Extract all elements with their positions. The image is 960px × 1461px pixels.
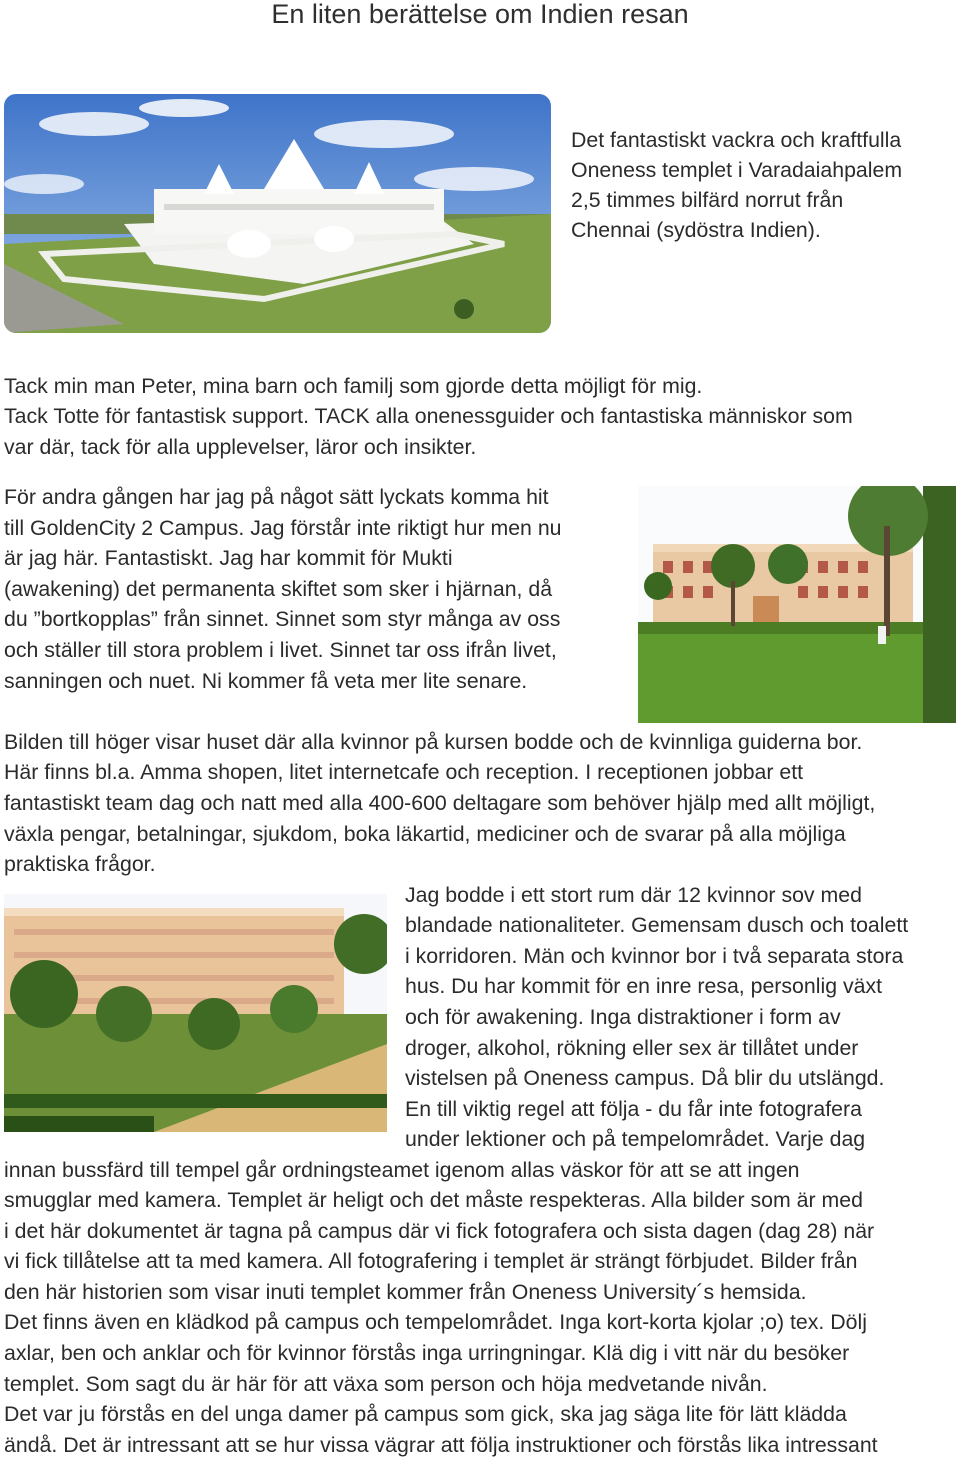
rules-line-1: innan bussfärd till tempel går ordningsteamet igenom allas väskor för att se att ingen — [4, 1158, 800, 1182]
rules-line-5: den här historien som visar inuti templet kommer från Oneness University´s hemsida. — [4, 1280, 807, 1304]
rules-line-10: ändå. Det är intressant att se hur vissa vägrar att följa instruktioner och förstås lika intressant — [4, 1433, 878, 1457]
rules-line-4: vi fick tillåtelse att ta med kamera. All fotografering i templet är strängt förbjudet. Bilder från — [4, 1249, 858, 1273]
rules-line-2: smugglar med kamera. Templet är heligt och det måste respekteras. Alla bilder som är med — [4, 1188, 863, 1212]
rules-line-8: templet. Som sagt du är här för att växa som person och höja medvetande nivån. — [4, 1372, 768, 1396]
thanks-line-2: Tack Totte för fantastisk support. TACK alla onenessguider och fantastiska människor som — [4, 404, 853, 428]
house-line-1: Bilden till höger visar huset där alla kvinnor på kursen bodde och de kvinnliga guiderna bor. — [4, 730, 863, 754]
temple-caption-line-2: Oneness templet i Varadaiahpalem — [571, 158, 903, 182]
room-line-5: och för awakening. Inga distraktioner i form av — [405, 1005, 841, 1029]
goldencity-line-4: (awakening) det permanenta skiftet som sker i hjärnan, då — [4, 577, 553, 601]
thanks-line-1: Tack min man Peter, mina barn och familj som gjorde detta möjligt för mig. — [4, 374, 703, 398]
goldencity-line-3: är jag här. Fantastiskt. Jag har kommit för Mukti — [4, 546, 453, 570]
room-line-6: droger, alkohol, rökning eller sex är tillåtet under — [405, 1036, 859, 1060]
room-line-4: hus. Du har kommit för en inre resa, personlig växt — [405, 974, 883, 998]
dormitory-photo — [4, 894, 387, 1132]
room-line-7: vistelsen på Oneness campus. Då blir du utslängd. — [405, 1066, 885, 1090]
house-line-3: fantastiskt team dag och natt med alla 400-600 deltagare som behöver hjälp med allt möjligt, — [4, 791, 876, 815]
room-line-8: En till viktig regel att följa - du får inte fotografera — [405, 1097, 862, 1121]
goldencity-line-1: För andra gången har jag på något sätt lyckats komma hit — [4, 485, 549, 509]
goldencity-line-6: och ställer till stora problem i livet. Sinnet tar oss ifrån livet, — [4, 638, 557, 662]
temple-photo — [4, 94, 551, 333]
goldencity-line-5: du ”bortkopplas” från sinnet. Sinnet som styr många av oss — [4, 607, 561, 631]
rules-line-9: Det var ju förstås en del unga damer på campus som gick, ska jag säga lite för lätt klädda — [4, 1402, 847, 1426]
house-line-4: växla pengar, betalningar, sjukdom, boka läkartid, mediciner och de svarar på alla möjliga — [4, 822, 846, 846]
rules-line-7: axlar, ben och anklar och för kvinnor förstås inga urringningar. Klä dig i vitt när du besöker — [4, 1341, 850, 1365]
room-line-1: Jag bodde i ett stort rum där 12 kvinnor sov med — [405, 883, 862, 907]
thanks-line-3: var där, tack för alla upplevelser, läror och insikter. — [4, 435, 477, 459]
temple-caption-line-1: Det fantastiskt vackra och kraftfulla — [571, 128, 902, 152]
house-line-2: Här finns bl.a. Amma shopen, litet internetcafe och reception. I receptionen jobbar ett — [4, 760, 804, 784]
goldencity-line-2: till GoldenCity 2 Campus. Jag förstår inte riktigt hur men nu — [4, 516, 562, 540]
rules-line-6: Det finns även en klädkod på campus och tempelområdet. Inga kort-korta kjolar ;o) tex. Dölj — [4, 1310, 867, 1334]
temple-caption-line-3: 2,5 timmes bilfärd norrut från — [571, 188, 844, 212]
house-line-5: praktiska frågor. — [4, 852, 156, 876]
page-title: En liten berättelse om Indien resan — [271, 0, 689, 29]
temple-caption-line-4: Chennai (sydöstra Indien). — [571, 218, 821, 242]
room-line-9: under lektioner och på tempelområdet. Varje dag — [405, 1127, 866, 1151]
room-line-3: i korridoren. Män och kvinnor bor i två separata stora — [405, 944, 904, 968]
rules-line-3: i det här dokumentet är tagna på campus där vi fick fotografera och sista dagen (dag 28) när — [4, 1219, 875, 1243]
room-line-2: blandade nationaliteter. Gemensam dusch och toalett — [405, 913, 909, 937]
campus-house-photo — [638, 486, 956, 723]
goldencity-line-7: sanningen och nuet. Ni kommer få veta mer lite senare. — [4, 669, 528, 693]
